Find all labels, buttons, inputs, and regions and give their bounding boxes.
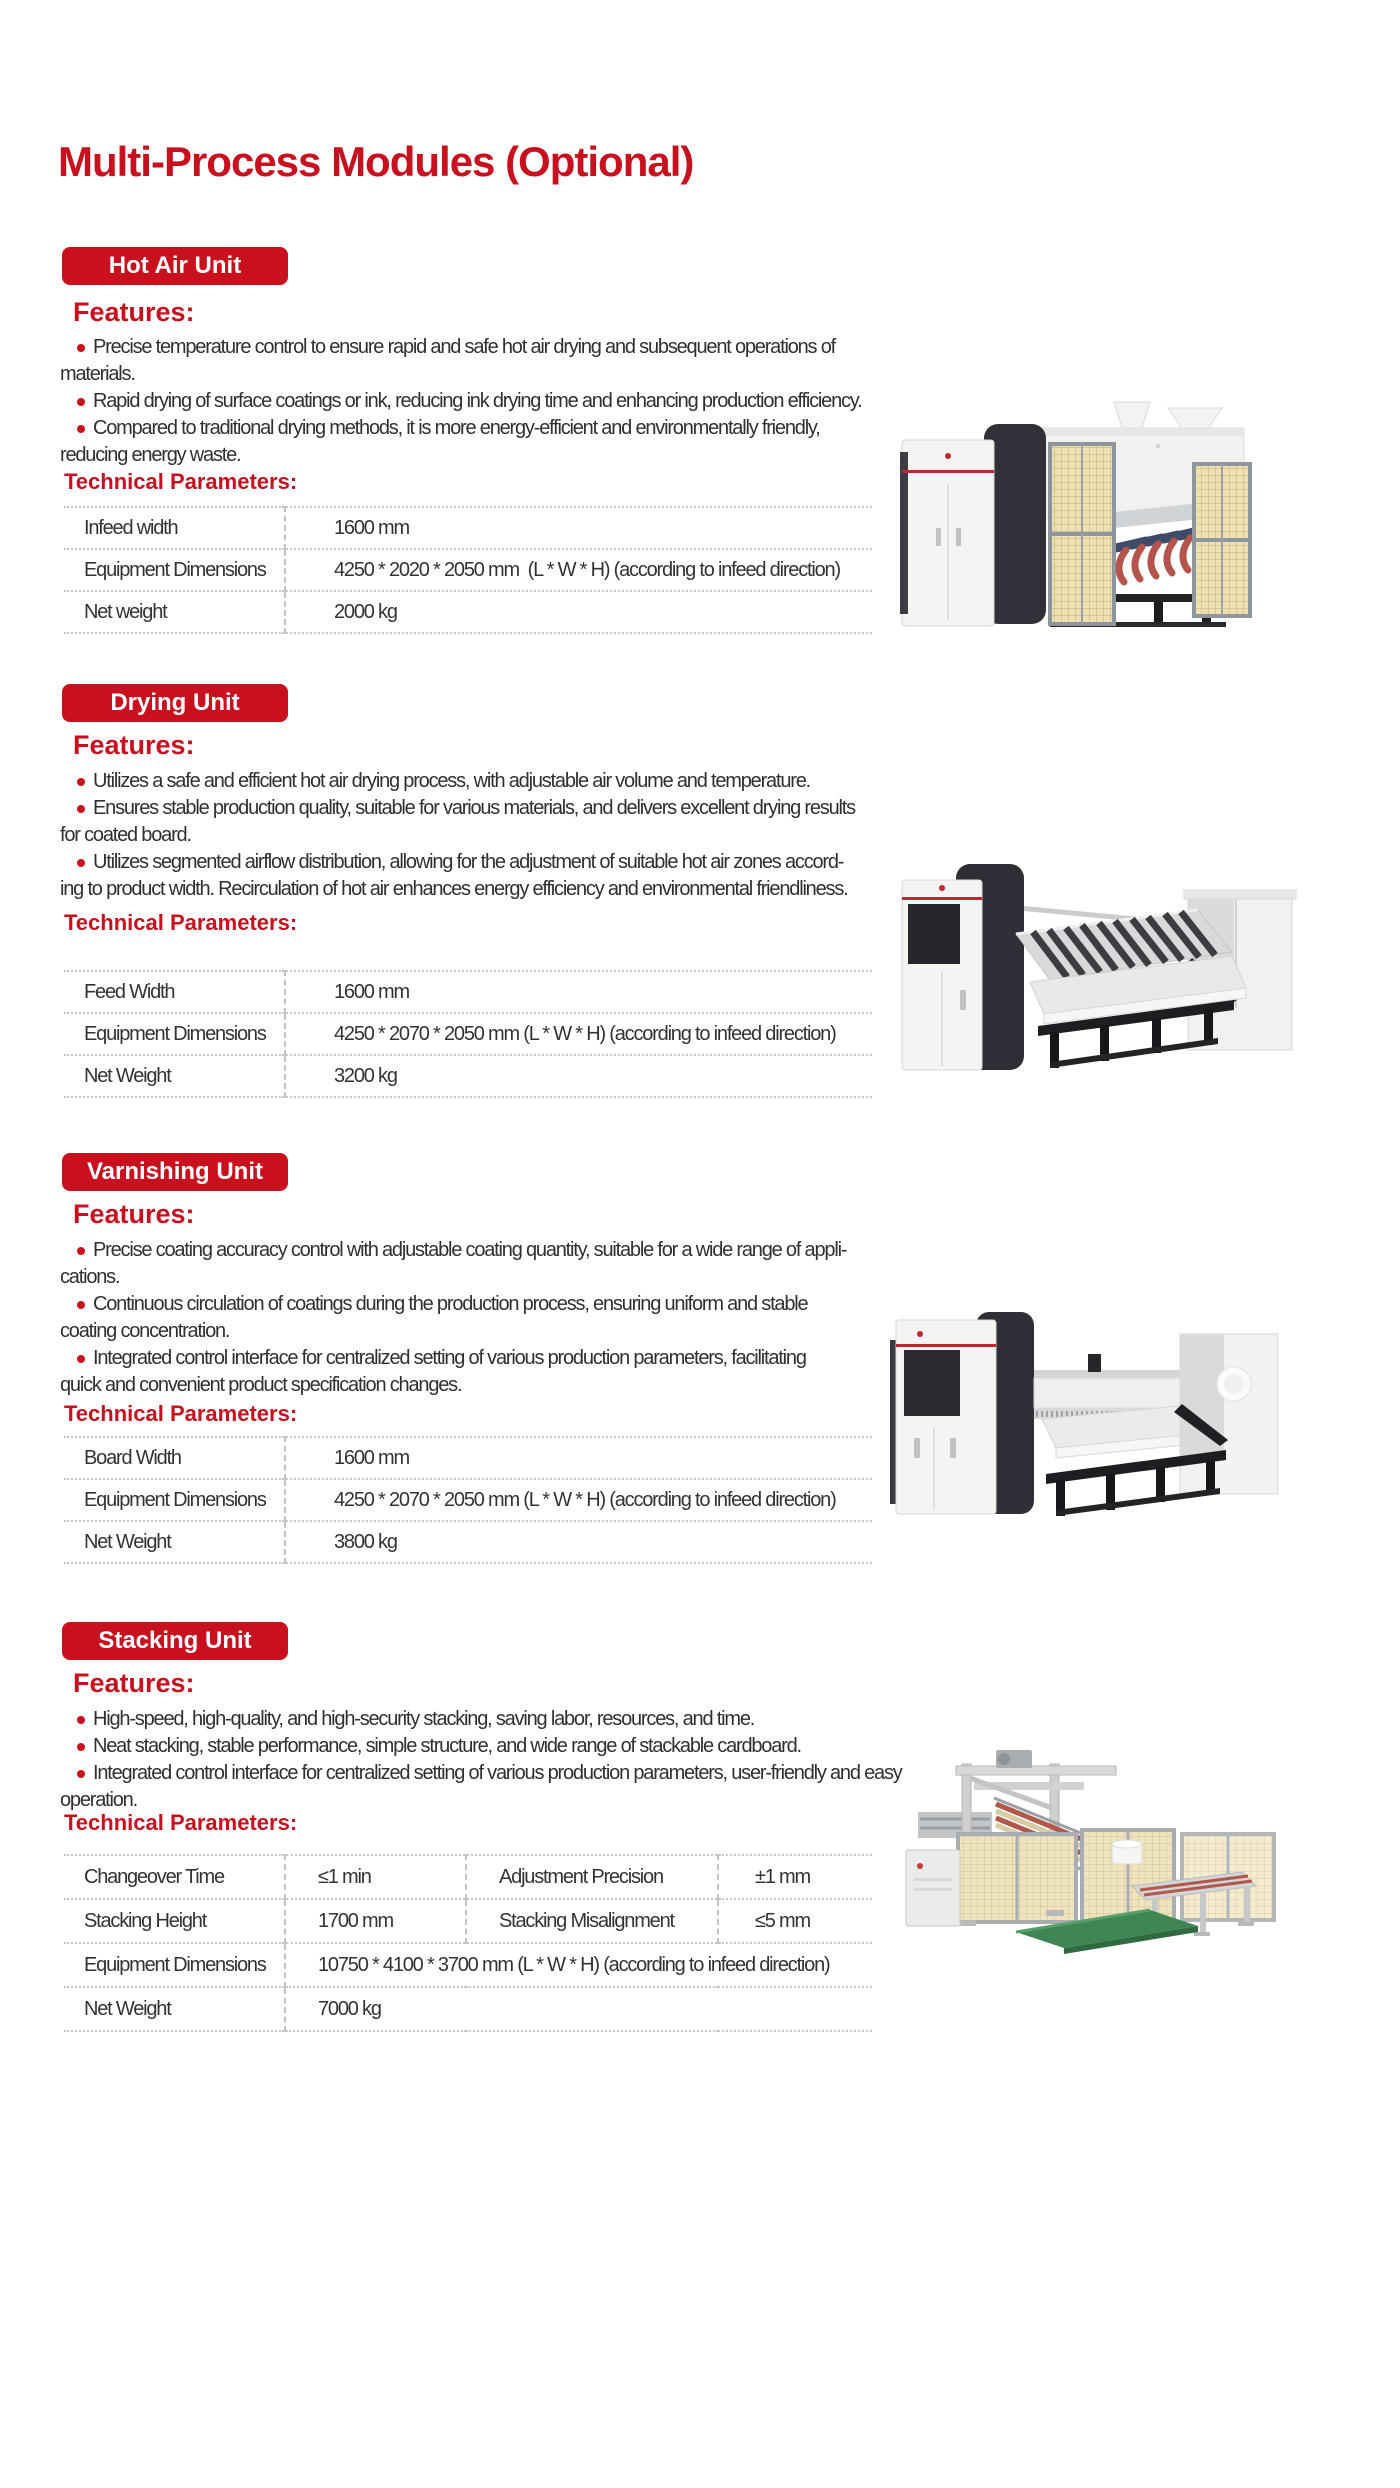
param-value-cell: ≤5 mm <box>718 1899 872 1943</box>
table-row <box>64 1055 872 1097</box>
param-value-cell: 1600 mm <box>285 1437 872 1479</box>
feature-text: Rapid drying of surface coatings or ink, reducing ink drying time and enhancing production efficiency. <box>93 390 862 412</box>
param-label-cell: Net Weight <box>64 1521 285 1563</box>
feature-text: quick and convenient product specification changes. <box>60 1374 462 1396</box>
stacking-unit-badge: Stacking Unit <box>62 1622 288 1660</box>
varnishing-unit-machine-image <box>890 1288 1282 1530</box>
param-value-cell: 1600 mm <box>285 971 872 1013</box>
feature-text: Precise coating accuracy control with adjustable coating quantity, suitable for a wide range of appli- <box>93 1239 847 1261</box>
param-value-cell: 2000 kg <box>285 591 872 633</box>
feature-line <box>60 849 855 876</box>
technical-parameters-table <box>64 1436 872 1564</box>
param-value-cell: 4250 * 2020 * 2050 mm (L * W * H) (according to infeed direction) <box>285 549 872 591</box>
feature-text: Compared to traditional drying methods, it is more energy-efficient and environmentally friendly, <box>93 417 820 439</box>
feature-text: operation. <box>60 1789 137 1811</box>
feature-text: Integrated control interface for centralized setting of various production parameters, facilitating <box>93 1347 806 1369</box>
bullet-dot-icon <box>77 778 85 786</box>
bullet-dot-icon <box>77 1743 85 1751</box>
stacking-unit-machine-image <box>900 1738 1280 1983</box>
param-value-cell: 7000 kg <box>285 1987 872 2031</box>
param-value-cell: ±1 mm <box>718 1855 872 1899</box>
table-row <box>64 1479 872 1521</box>
param-value-cell: 4250 * 2070 * 2050 mm (L * W * H) (according to infeed direction) <box>285 1479 872 1521</box>
bullet-dot-icon <box>77 805 85 813</box>
param-label-cell: Adjustment Precision <box>466 1855 718 1899</box>
feature-text: Utilizes a safe and efficient hot air drying process, with adjustable air volume and temperature. <box>93 770 810 792</box>
features-list <box>60 1237 846 1399</box>
drying-unit-badge: Drying Unit <box>62 684 288 722</box>
bullet-dot-icon <box>77 425 85 433</box>
table-row <box>64 1013 872 1055</box>
features-list <box>60 1706 902 1814</box>
hot-air-unit-machine-image <box>900 398 1258 638</box>
table-row <box>64 1855 872 1899</box>
param-label-cell: Equipment Dimensions <box>64 549 285 591</box>
feature-line <box>60 1318 846 1345</box>
param-label-cell: Net weight <box>64 591 285 633</box>
param-value-cell: 10750 * 4100 * 3700 mm (L * W * H) (according to infeed direction) <box>285 1943 872 1987</box>
param-label-cell: Stacking Height <box>64 1899 285 1943</box>
param-label-cell: Equipment Dimensions <box>64 1013 285 1055</box>
param-value-cell: ≤1 min <box>285 1855 466 1899</box>
feature-line <box>60 1264 846 1291</box>
feature-line <box>60 1760 902 1787</box>
feature-text: coating concentration. <box>60 1320 230 1342</box>
feature-line <box>60 442 861 469</box>
technical-parameters-heading: Technical Parameters: <box>64 1810 298 1835</box>
param-label-cell: Infeed width <box>64 507 285 549</box>
feature-line <box>60 1706 902 1733</box>
feature-text: for coated board. <box>60 824 191 846</box>
technical-parameters-table <box>64 506 872 634</box>
table-row <box>64 1437 872 1479</box>
feature-line <box>60 388 861 415</box>
bullet-dot-icon <box>77 1716 85 1724</box>
param-value-cell: 3800 kg <box>285 1521 872 1563</box>
drying-unit-machine-image <box>900 840 1298 1082</box>
feature-line <box>60 1733 902 1760</box>
param-value-cell: 4250 * 2070 * 2050 mm (L * W * H) (according to infeed direction) <box>285 1013 872 1055</box>
param-value-cell: 1600 mm <box>285 507 872 549</box>
param-label-cell: Equipment Dimensions <box>64 1943 285 1987</box>
features-heading: Features: <box>73 297 195 327</box>
param-label-cell: Feed Width <box>64 971 285 1013</box>
technical-parameters-table <box>64 970 872 1098</box>
feature-line <box>60 768 855 795</box>
feature-line <box>60 822 855 849</box>
param-label-cell: Stacking Misalignment <box>466 1899 718 1943</box>
param-label-cell: Net Weight <box>64 1987 285 2031</box>
bullet-dot-icon <box>77 1355 85 1363</box>
technical-parameters-heading: Technical Parameters: <box>64 1401 298 1426</box>
feature-line <box>60 876 855 903</box>
features-heading: Features: <box>73 1668 195 1698</box>
table-row <box>64 549 872 591</box>
param-label-cell: Board Width <box>64 1437 285 1479</box>
feature-line <box>60 1237 846 1264</box>
table-row <box>64 1899 872 1943</box>
technical-parameters-heading: Technical Parameters: <box>64 469 298 494</box>
hot-air-unit-badge: Hot Air Unit <box>62 247 288 285</box>
feature-line <box>60 415 861 442</box>
feature-line <box>60 334 861 361</box>
table-row <box>64 507 872 549</box>
param-label-cell: Net Weight <box>64 1055 285 1097</box>
feature-text: Integrated control interface for centralized setting of various production parameters, user-friendly and easy <box>93 1762 902 1784</box>
varnishing-unit-badge: Varnishing Unit <box>62 1153 288 1191</box>
bullet-dot-icon <box>77 1247 85 1255</box>
features-heading: Features: <box>73 730 195 760</box>
param-value-cell: 1700 mm <box>285 1899 466 1943</box>
table-row <box>64 591 872 633</box>
feature-text: ing to product width. Recirculation of hot air enhances energy efficiency and environmental friendliness. <box>60 878 848 900</box>
bullet-dot-icon <box>77 1301 85 1309</box>
table-row <box>64 1943 872 1987</box>
table-row <box>64 1987 872 2031</box>
features-list <box>60 334 861 469</box>
feature-line <box>60 1345 846 1372</box>
feature-line <box>60 361 861 388</box>
feature-text: materials. <box>60 363 135 385</box>
feature-line <box>60 795 855 822</box>
table-row <box>64 1521 872 1563</box>
param-value-cell: 3200 kg <box>285 1055 872 1097</box>
bullet-dot-icon <box>77 1770 85 1778</box>
bullet-dot-icon <box>77 859 85 867</box>
bullet-dot-icon <box>77 344 85 352</box>
feature-text: Continuous circulation of coatings during the production process, ensuring uniform and stable <box>93 1293 808 1315</box>
feature-text: Utilizes segmented airflow distribution, allowing for the adjustment of suitable hot air zones accord- <box>93 851 844 873</box>
param-label-cell: Changeover Time <box>64 1855 285 1899</box>
feature-line <box>60 1372 846 1399</box>
features-heading: Features: <box>73 1199 195 1229</box>
feature-line <box>60 1291 846 1318</box>
param-label-cell: Equipment Dimensions <box>64 1479 285 1521</box>
feature-text: Precise temperature control to ensure rapid and safe hot air drying and subsequent operations of <box>93 336 835 358</box>
page-title: Multi-Process Modules (Optional) <box>58 138 694 185</box>
bullet-dot-icon <box>77 398 85 406</box>
technical-parameters-heading: Technical Parameters: <box>64 910 298 935</box>
feature-text: reducing energy waste. <box>60 444 241 466</box>
feature-text: cations. <box>60 1266 120 1288</box>
features-list <box>60 768 855 903</box>
technical-parameters-table <box>64 1854 872 2032</box>
table-row <box>64 971 872 1013</box>
feature-text: Neat stacking, stable performance, simple structure, and wide range of stackable cardboard. <box>93 1735 801 1757</box>
feature-text: High-speed, high-quality, and high-security stacking, saving labor, resources, and time. <box>93 1708 755 1730</box>
feature-text: Ensures stable production quality, suitable for various materials, and delivers excellent drying results <box>93 797 855 819</box>
